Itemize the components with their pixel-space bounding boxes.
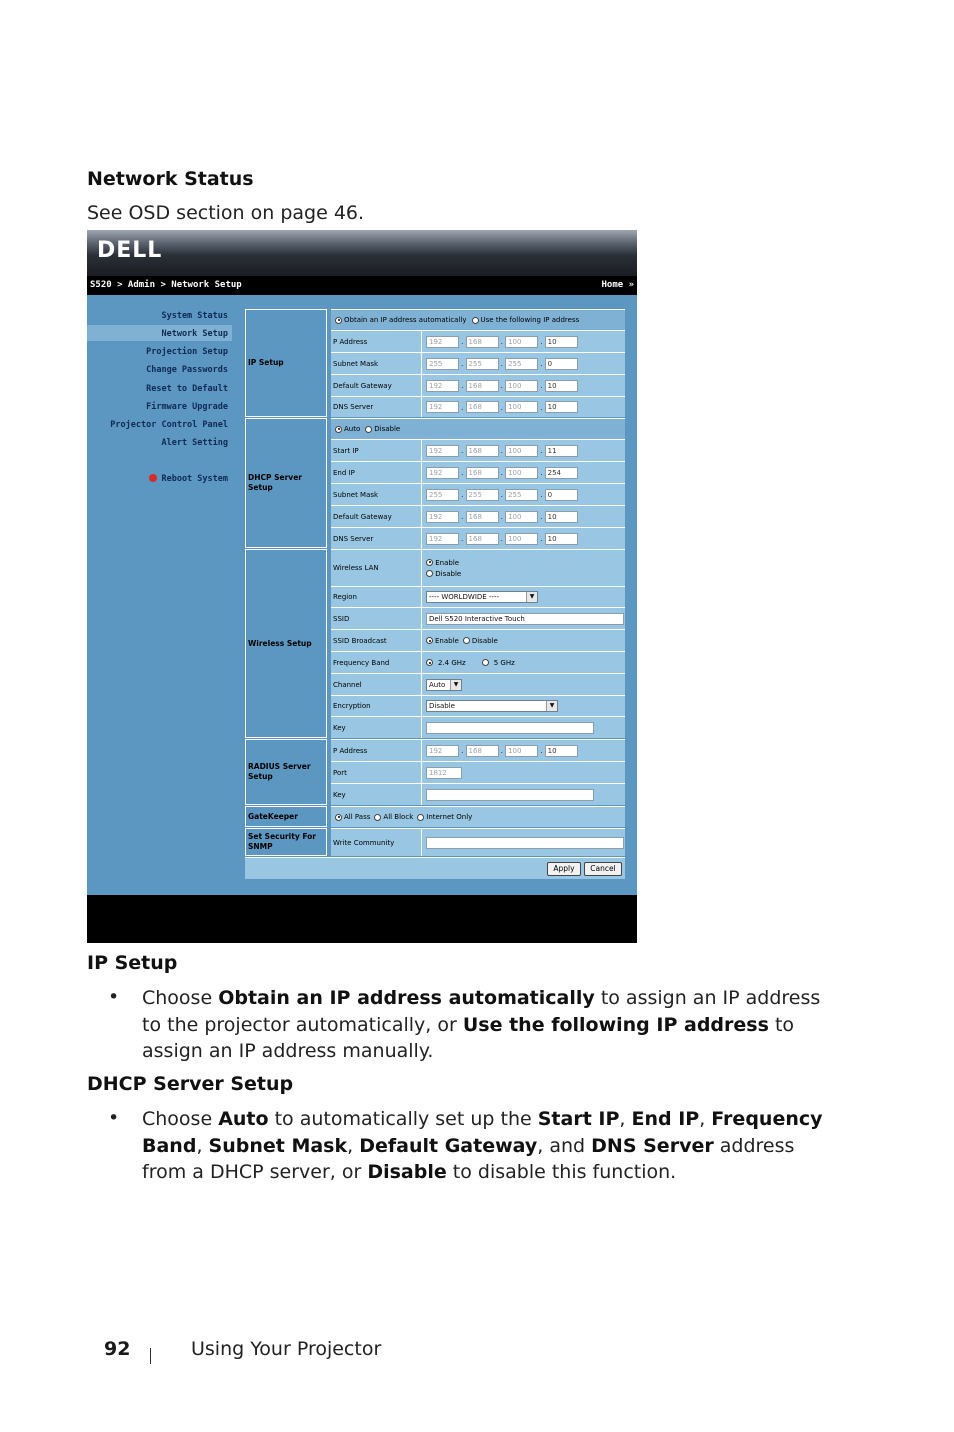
ip-setup-heading: IP Setup	[87, 952, 178, 974]
row-label: Start IP	[331, 439, 421, 461]
broadcast-enable-radio[interactable]	[426, 637, 433, 644]
encryption-select[interactable]	[426, 700, 558, 712]
broadcast-disable-label: Disable	[471, 636, 498, 645]
ip-octet-input[interactable]: 255	[505, 489, 538, 501]
dhcp-bold-8: Disable	[367, 1161, 447, 1183]
ip-separator: .	[540, 381, 543, 390]
write-community-input[interactable]	[426, 837, 624, 849]
ip-octet-input[interactable]: 168	[466, 401, 499, 413]
dhcp-bold-6: Default Gateway	[359, 1134, 538, 1157]
ip-separator: .	[540, 490, 543, 499]
dhcp-text-2: to automatically set up the	[268, 1108, 538, 1130]
ip-manual-label: Use the following IP address	[480, 316, 580, 324]
nav-system-status[interactable]: System Status	[161, 311, 228, 321]
ip-auto-radio[interactable]	[335, 317, 342, 324]
wlan-disable-option[interactable]	[426, 570, 461, 578]
ip-separator: .	[461, 746, 464, 755]
ip-octet-input[interactable]: 0	[545, 358, 578, 370]
ip-octet-input[interactable]: 192	[426, 380, 459, 392]
dhcp-heading: DHCP Server Setup	[87, 1073, 294, 1095]
ip-separator: .	[540, 534, 543, 543]
row-label: DNS Server	[331, 396, 421, 417]
radius-key-label: Key	[331, 783, 421, 805]
ip-separator: .	[461, 534, 464, 543]
wlan-enable-radio[interactable]	[426, 559, 433, 566]
ip-octet-input[interactable]: 100	[505, 467, 538, 479]
wlan-options	[421, 549, 625, 586]
region-value: ---- WORLDWIDE ----	[429, 593, 500, 601]
frequency-band-label: Frequency Band	[331, 651, 421, 673]
ssid-input[interactable]: Dell S520 Interactive Touch	[426, 613, 624, 625]
row-label: DNS Server	[331, 527, 421, 549]
ip-field-row	[421, 374, 625, 396]
radius-ip-label: P Address	[331, 739, 421, 761]
ip-separator: .	[461, 337, 464, 346]
dhcp-paragraph	[142, 1106, 832, 1186]
ssid-broadcast-row	[421, 629, 625, 651]
frequency-band-row	[421, 651, 625, 673]
ip-separator: .	[540, 746, 543, 755]
ip-field-row	[421, 396, 625, 417]
dhcp-auto-radio[interactable]	[335, 426, 342, 433]
breadcrumb: S520 > Admin > Network Setup	[90, 280, 242, 290]
apply-button[interactable]: Apply	[547, 862, 581, 876]
ip-octet-input[interactable]: 255	[505, 358, 538, 370]
ip-separator: .	[540, 512, 543, 521]
wireless-key-row	[421, 716, 625, 738]
ip-octet-input[interactable]: 192	[426, 445, 459, 457]
dhcp-bold-5: Subnet Mask	[208, 1134, 348, 1157]
row-label: P Address	[331, 330, 421, 352]
breadcrumb-bar	[87, 276, 637, 295]
radius-setup-label: RADIUS Server Setup	[245, 739, 327, 805]
dhcp-bold-3: End IP	[631, 1108, 700, 1130]
dhcp-setup-label: DHCP Server Setup	[245, 418, 327, 548]
ip-octet-input[interactable]: 192	[426, 401, 459, 413]
ip-setup-label: IP Setup	[245, 309, 327, 417]
nav-projection-setup[interactable]: Projection Setup	[146, 347, 228, 357]
ip-separator: .	[500, 746, 504, 755]
gatekeeper-internet-only-label: Internet Only	[426, 813, 473, 821]
wlan-disable-label: Disable	[435, 569, 462, 578]
ssid-row	[421, 607, 625, 629]
dhcp-bold-4: Frequency Band	[142, 1108, 823, 1157]
band-5-label: 5 GHz	[493, 658, 515, 667]
nav-change-passwords[interactable]: Change Passwords	[146, 365, 228, 375]
wireless-key-label: Key	[331, 716, 421, 738]
band-24-radio[interactable]	[426, 659, 433, 666]
ip-octet-input[interactable]: 0	[545, 489, 578, 501]
channel-select[interactable]	[426, 679, 462, 691]
ip-separator: .	[500, 359, 504, 368]
dhcp-text-9: to disable this function.	[446, 1161, 677, 1183]
ip-field-row	[421, 527, 625, 549]
ip-setup-paragraph	[142, 985, 832, 1065]
ip-separator: .	[461, 359, 464, 368]
nav-firmware-upgrade[interactable]: Firmware Upgrade	[146, 402, 228, 412]
ip-octet-input[interactable]: 10	[545, 401, 578, 413]
ip-text-2: to assign an IP address to the projector automatically, or	[142, 987, 821, 1036]
home-link[interactable]: Home »	[601, 280, 634, 290]
ip-separator: .	[500, 534, 504, 543]
radius-key-input[interactable]	[426, 789, 594, 801]
ip-auto-label: Obtain an IP address automatically	[344, 316, 467, 324]
ip-octet-input[interactable]: 168	[466, 511, 499, 523]
row-label: Default Gateway	[331, 374, 421, 396]
chapter-title: Using Your Projector	[191, 1338, 382, 1360]
ip-separator: .	[461, 446, 464, 455]
ip-mode-row	[331, 309, 625, 330]
ip-separator: .	[540, 402, 543, 412]
wlan-disable-radio[interactable]	[426, 570, 433, 577]
wireless-setup-label: Wireless Setup	[245, 549, 327, 738]
channel-row	[421, 673, 625, 695]
encryption-row	[421, 695, 625, 716]
region-select[interactable]	[426, 591, 538, 603]
ip-octet-input[interactable]: 100	[505, 401, 538, 413]
ip-field-row	[421, 505, 625, 527]
dhcp-text-5: ,	[196, 1134, 209, 1157]
gatekeeper-all-block-label: All Block	[383, 813, 414, 821]
header-bar	[87, 230, 637, 276]
nav-alert-setting[interactable]: Alert Setting	[161, 438, 228, 448]
wlan-enable-label: Enable	[435, 558, 460, 567]
dell-logo: DELL	[97, 238, 163, 263]
gatekeeper-internet-only-radio[interactable]	[417, 814, 424, 821]
chevron-down-icon: ▼	[450, 680, 461, 690]
ip-separator: .	[540, 359, 543, 368]
encryption-value: Disable	[429, 702, 455, 710]
dhcp-text-1: Choose	[142, 1108, 219, 1130]
ip-octet-input[interactable]: 11	[545, 445, 578, 457]
intro-text: See OSD section on page 46.	[87, 202, 365, 224]
ip-text-3: to assign an IP address manually.	[142, 1013, 795, 1062]
wlan-enable-option[interactable]	[426, 559, 459, 567]
ip-octet-input[interactable]: 255	[466, 358, 499, 370]
ip-separator: .	[540, 337, 543, 346]
ip-octet-input[interactable]: 100	[505, 380, 538, 392]
nav-projector-control-panel[interactable]: Projector Control Panel	[110, 420, 228, 430]
snmp-label: Set Security For SNMP	[245, 828, 327, 856]
dhcp-text-7: , and	[537, 1134, 592, 1157]
ip-octet-input[interactable]: 255	[466, 489, 499, 501]
write-community-row	[421, 828, 625, 856]
ip-separator: .	[500, 402, 504, 412]
nav-reset-to-default[interactable]: Reset to Default	[146, 384, 228, 394]
row-label: End IP	[331, 461, 421, 483]
nav-network-setup[interactable]: Network Setup	[161, 329, 228, 339]
ip-field-row	[421, 439, 625, 461]
ssid-label: SSID	[331, 607, 421, 629]
network-setup-screenshot	[87, 230, 637, 943]
dhcp-text-3: ,	[619, 1108, 632, 1130]
ip-octet-input[interactable]: 100	[505, 533, 538, 545]
radius-port-label: Port	[331, 761, 421, 783]
broadcast-disable-radio[interactable]	[463, 637, 470, 644]
power-icon	[149, 474, 157, 482]
chevron-down-icon: ▼	[526, 592, 537, 602]
row-label: Subnet Mask	[331, 352, 421, 374]
reboot-system-button[interactable]	[149, 474, 228, 484]
radius-key-row	[421, 783, 625, 805]
ip-octet-input[interactable]: 255	[426, 358, 459, 370]
ip-setup-bullet: •	[108, 986, 120, 1008]
wlan-label: Wireless LAN	[331, 549, 421, 586]
gatekeeper-label: GateKeeper	[245, 806, 327, 827]
ip-octet-input[interactable]: 255	[426, 489, 459, 501]
radius-ip-octet-2[interactable]: 168	[466, 745, 499, 757]
gatekeeper-all-pass-radio[interactable]	[335, 814, 342, 821]
radius-ip-octet-1[interactable]: 192	[426, 745, 459, 757]
dhcp-disable-radio[interactable]	[365, 426, 372, 433]
dhcp-bold-2: Start IP	[537, 1108, 620, 1130]
row-label: Default Gateway	[331, 505, 421, 527]
footer-divider	[150, 1348, 151, 1364]
screenshot-footer	[87, 895, 637, 943]
band-5-radio[interactable]	[482, 659, 489, 666]
region-row	[421, 586, 625, 607]
dhcp-disable-label: Disable	[374, 425, 401, 433]
ip-separator: .	[500, 381, 504, 390]
ssid-broadcast-label: SSID Broadcast	[331, 629, 421, 651]
region-label: Region	[331, 586, 421, 607]
gatekeeper-row	[331, 806, 625, 827]
ip-field-row	[421, 483, 625, 505]
gatekeeper-all-pass-label: All Pass	[344, 813, 371, 821]
sidebar	[87, 295, 232, 895]
dhcp-text-4: ,	[699, 1108, 712, 1130]
ip-separator: .	[500, 468, 504, 477]
ip-separator: .	[500, 512, 504, 521]
ip-bold-1: Obtain an IP address automatically	[218, 987, 595, 1009]
channel-label: Channel	[331, 673, 421, 695]
ip-octet-input[interactable]: 168	[466, 445, 499, 457]
band-24-label: 2.4 GHz	[438, 658, 466, 667]
ip-separator: .	[461, 381, 464, 390]
broadcast-enable-label: Enable	[435, 636, 459, 645]
page-number: 92	[104, 1338, 131, 1360]
gatekeeper-all-block-radio[interactable]	[374, 814, 381, 821]
ip-octet-input[interactable]: 168	[466, 467, 499, 479]
dhcp-text-8: address from a DHCP server, or	[142, 1134, 795, 1183]
ip-octet-input[interactable]: 192	[426, 533, 459, 545]
ip-octet-input[interactable]: 254	[545, 467, 578, 479]
dhcp-auto-label: Auto	[344, 425, 361, 433]
ip-octet-input[interactable]: 100	[505, 336, 538, 348]
row-label: Subnet Mask	[331, 483, 421, 505]
radius-port-input[interactable]: 1812	[426, 767, 462, 779]
channel-value: Auto	[429, 680, 446, 689]
ip-octet-input[interactable]: 100	[505, 445, 538, 457]
encryption-label: Encryption	[331, 695, 421, 716]
ip-octet-input[interactable]: 168	[466, 380, 499, 392]
chevron-down-icon: ▼	[546, 701, 557, 711]
ip-separator: .	[540, 446, 543, 455]
ip-bold-2: Use the following IP address	[462, 1013, 769, 1036]
ip-separator: .	[500, 446, 504, 455]
ip-text-1: Choose	[142, 987, 219, 1009]
dhcp-mode-row	[331, 418, 625, 439]
ip-separator: .	[500, 337, 504, 346]
ip-field-row	[421, 352, 625, 374]
ip-octet-input[interactable]: 192	[426, 336, 459, 348]
ip-separator: .	[500, 490, 504, 499]
radius-ip-row	[421, 739, 625, 761]
cancel-button[interactable]: Cancel	[584, 862, 622, 876]
ip-octet-input[interactable]: 10	[545, 380, 578, 392]
ip-octet-input[interactable]: 168	[466, 533, 499, 545]
write-community-label: Write Community	[331, 828, 421, 856]
ip-octet-input[interactable]: 192	[426, 511, 459, 523]
ip-octet-input[interactable]: 100	[505, 511, 538, 523]
wireless-key-input[interactable]	[426, 722, 594, 734]
ip-separator: .	[461, 512, 464, 521]
reboot-label: Reboot System	[161, 474, 228, 484]
ip-octet-input[interactable]: 168	[466, 336, 499, 348]
ip-separator: .	[461, 490, 464, 499]
ip-octet-input[interactable]: 10	[545, 533, 578, 545]
radius-ip-octet-3[interactable]: 100	[505, 745, 538, 757]
ip-octet-input[interactable]: 10	[545, 511, 578, 523]
ip-field-row	[421, 461, 625, 483]
ip-octet-input[interactable]: 10	[545, 336, 578, 348]
radius-ip-octet-4[interactable]: 10	[545, 745, 578, 757]
section-heading: Network Status	[87, 168, 254, 190]
dhcp-bold-7: DNS Server	[591, 1134, 714, 1157]
dhcp-bullet: •	[108, 1107, 120, 1129]
radius-port-row	[421, 761, 625, 783]
ip-field-row	[421, 330, 625, 352]
ip-separator: .	[461, 468, 464, 477]
ip-separator: .	[540, 468, 543, 477]
dhcp-text-6: ,	[347, 1134, 360, 1157]
ip-manual-radio[interactable]	[472, 317, 479, 324]
ip-octet-input[interactable]: 192	[426, 467, 459, 479]
dhcp-bold-1: Auto	[218, 1108, 269, 1130]
ip-separator: .	[461, 402, 464, 412]
